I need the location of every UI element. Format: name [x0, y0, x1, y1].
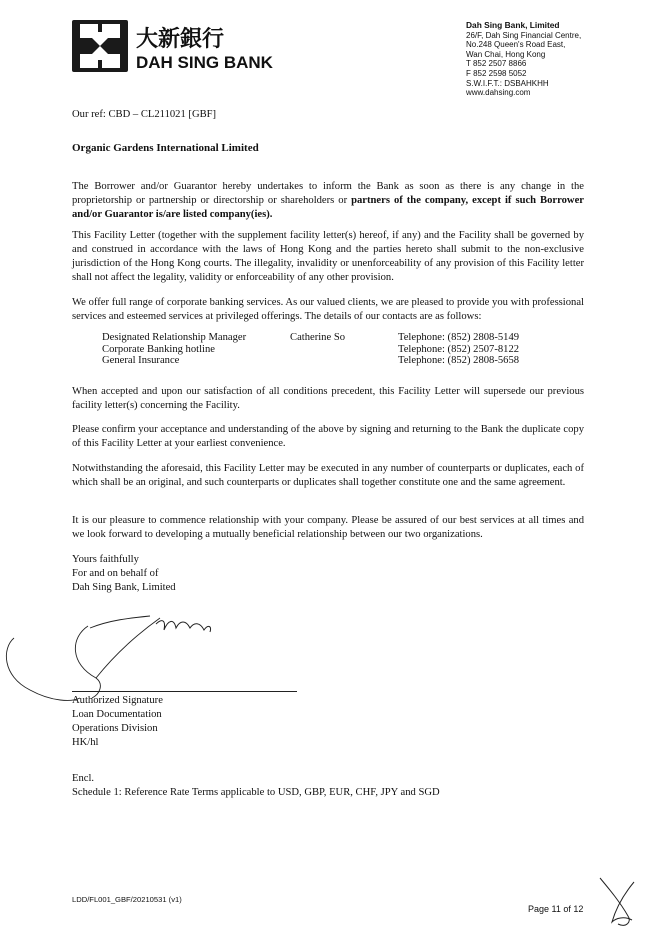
paragraph-governing-law: This Facility Letter (together with the supplement facility letter(s) hereof, if any) and the Facility shall be governed by and construed in accordance with the laws of Hong Kong and the parties hereto shall submit to the non-exclusive jurisdiction of the Hong Kong courts. The illegality, invalidity or unenforceability of any provision of this Facility letter shall not affect the legality, validity or enforceability of any other provision.: [72, 230, 584, 284]
address-line: F 852 2598 5052: [466, 68, 527, 78]
logo-chinese-text: 大新銀行: [136, 27, 225, 52]
page-number: Page 11 of 12: [528, 904, 584, 914]
enclosure-line: Schedule 1: Reference Rate Terms applicable to USD, GBP, EUR, CHF, JPY and SGD: [72, 787, 440, 799]
address-line: T 852 2507 8866: [466, 59, 527, 69]
paragraph-undertaking: [72, 180, 584, 222]
paragraph-text: The Borrower and/or Guarantor hereby undertakes to inform the Bank as soon as there is any change in the proprietorship or partnership or directorship or shareholders or: [72, 181, 584, 207]
address-line: Wan Chai, Hong Kong: [466, 49, 546, 59]
closing-line: For and on behalf of: [72, 568, 159, 580]
contact-role: General Insurance: [102, 355, 180, 367]
contact-role: Designated Relationship Manager: [102, 332, 247, 343]
paragraph-confirm: Please confirm your acceptance and understanding of the above by signing and returning to the Bank the duplicate copy of this Facility Letter at your earliest convenience.: [72, 424, 584, 450]
paragraph-counterparts: Notwithstanding the aforesaid, this Facility Letter may be executed in any number of counterparts or duplicates, each of which shall be an original, and such counterparts or duplicates shall together constitute one and the same agreement.: [72, 463, 584, 489]
contact-phone: Telephone: (852) 2808-5149: [398, 332, 520, 343]
closing-block: [72, 553, 584, 595]
paragraph-supersede: When accepted and upon our satisfaction of all conditions precedent, this Facility Letter will supersede our previous facility letter(s) concerning the Facility.: [72, 386, 584, 412]
signature-line-text: Loan Documentation: [72, 709, 162, 721]
document-code: LDD/FL001_GBF/20210531 (v1): [72, 895, 182, 904]
handwritten-initials: [594, 872, 640, 932]
contact-phone: Telephone: (852) 2808-5658: [398, 355, 520, 367]
contact-row: [102, 344, 519, 356]
bank-emblem-icon: [72, 16, 282, 76]
contact-row: [102, 355, 519, 367]
contact-name: [290, 355, 398, 367]
paragraph-relationship: It is our pleasure to commence relationship with your company. Please be assured of our best services at all times and we look forward to developing a mutually beneficial relationship between our two organizations.: [72, 515, 584, 541]
dah-sing-bank-logo: [72, 16, 282, 76]
signature-line-text: HK/hl: [72, 737, 99, 749]
address-line: www.dahsing.com: [466, 88, 531, 98]
bank-address: [466, 21, 581, 98]
logo-english-text: DAH SING BANK: [136, 53, 273, 72]
contacts-table: [72, 332, 584, 367]
closing-line: Yours faithfully: [72, 554, 139, 565]
contact-role: Corporate Banking hotline: [102, 343, 215, 355]
addressee-company: Organic Gardens International Limited: [72, 142, 259, 154]
address-line: Dah Sing Bank, Limited: [466, 20, 560, 30]
contact-row: [102, 332, 519, 344]
paragraph-bold-text: partners of the company, except if such Borrower and/or Guarantor is/are listed company(ies).: [72, 195, 584, 221]
contact-name: Catherine So: [290, 332, 346, 343]
signature-line-text: Authorized Signature: [72, 695, 163, 706]
signature-line: [72, 691, 297, 692]
address-line: No.248 Queen's Road East,: [466, 40, 566, 50]
address-line: 26/F, Dah Sing Financial Centre,: [466, 30, 582, 40]
enclosure-block: [72, 772, 584, 800]
contact-name: [290, 344, 398, 356]
contact-phone: Telephone: (852) 2507-8122: [398, 343, 520, 355]
enclosure-line: Encl.: [72, 773, 95, 784]
paragraph-services: We offer full range of corporate banking services. As our valued clients, we are pleased to provide you with professional services and esteemed services at privileged offerings. The details of our contacts are as follows:: [72, 297, 584, 323]
signature-line-text: Operations Division: [72, 723, 158, 735]
closing-line: Dah Sing Bank, Limited: [72, 582, 176, 594]
reference-line: Our ref: CBD – CL211021 [GBF]: [72, 109, 217, 120]
address-line: S.W.I.F.T.: DSBAHKHH: [466, 78, 549, 88]
signature-block: [72, 694, 584, 750]
